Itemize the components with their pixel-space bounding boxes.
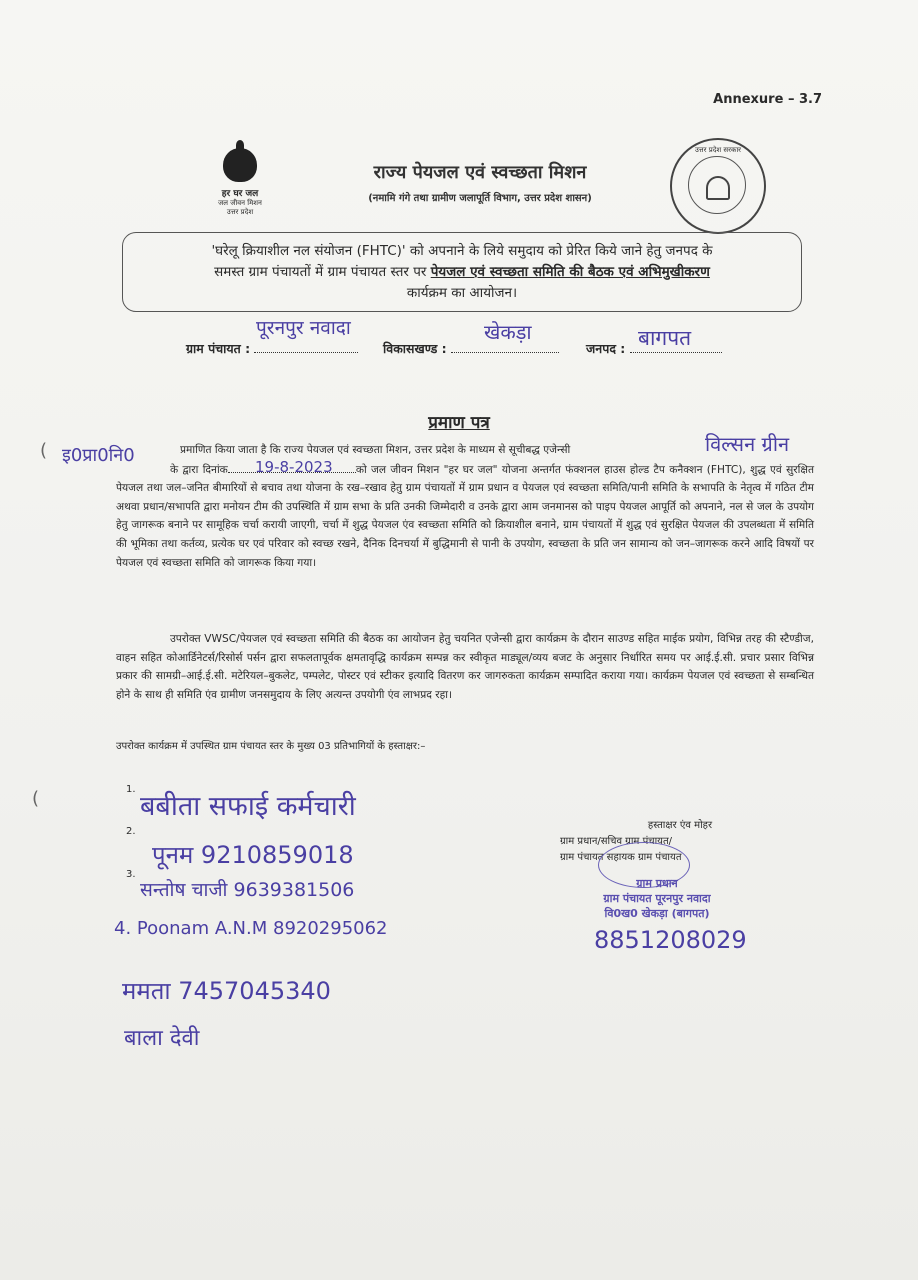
annexure-label: Annexure – 3.7 [713, 92, 822, 107]
seal-emblem-icon [706, 176, 730, 200]
participant-signature-3: सन्तोष चाजी 9639381506 [140, 879, 355, 901]
stamp-line-1: ग्राम प्रधान [636, 877, 678, 890]
certificate-paragraph-2 [116, 630, 814, 704]
participant-signature-4: 4. Poonam A.N.M 8920295062 [114, 918, 388, 939]
stamp-line-3: वि0ख0 खेकड़ा (बागपत) [604, 907, 710, 920]
logo-line-1: हर घर जल [221, 189, 259, 199]
district-value-handwritten: बागपत [638, 326, 692, 350]
gp-label: ग्राम पंचायत : [186, 341, 251, 356]
signatory-line-3: ग्राम पंचायत सहायक ग्राम पंचायत [560, 852, 682, 863]
box-line-2 [137, 262, 787, 283]
signatory-heading: हस्ताक्षर एंव मोहर [647, 820, 713, 831]
stamp-line-2: ग्राम पंचायत पूरनपुर नवादा [603, 892, 711, 905]
block-field [383, 340, 559, 357]
p1-part-b: के द्वारा दिनांक [170, 463, 228, 476]
date-dots [228, 460, 356, 473]
punch-hole-mark: ( [40, 440, 48, 461]
pradhan-stamp [572, 876, 742, 921]
date-handwritten: 19-8-2023 [255, 458, 333, 476]
up-government-seal [670, 138, 766, 234]
p1-part-a: प्रमाणित किया जाता है कि राज्य पेयजल एवं स्वच्छता मिशन, उत्तर प्रदेश के माध्यम से सूचीबद्ध एजेन्सी [180, 444, 571, 456]
p1-part-c: को जल जीवन मिशन "हर घर जल" योजना अन्तर्गत फंक्शनल हाउस होल्ड टैप कनैक्शन (FHTC), शुद्ध एवं सुरक्षित पेयजल तथा जल–जनित बीमारियों से बचाव तथा योजना के रख–रखाव हेतु ग्राम पंचायतों में ग्राम प्रधान व पेयजल एवं स्वच्छता समिति/पानी समिति के सभापति के नेतृत्व में गठित टीम अथवा प्रधान/सभापति द्वारा मनोयन टीम की उपस्थिति में ग्राम सभा के प्रति उनकी जिम्मेदारी व उनके द्वारा आम जनमानस को पाइप पेयजल आपूर्ति को अपनाने, नल से जल के उपयोग हेतु जागरूक बनाने पर सामूहिक चर्चा करायी जाएगी, चर्चा में शुद्ध पेयजल एंव स्वच्छता समिति को क्रियाशील बनाने, ग्राम पंचायतों में शुद्ध एवं सुरक्षित पेयजल की उपलब्धता में समिति की भूमिका तथा कर्तव्य, प्रत्येक घर एवं परिवार को स्वच्छ रखने, दैनिक दिनचर्या में बुद्धिमानी से पानी के उपयोग, स्वच्छता के प्रति जन सामान्य को जन–जागरूक करने आदि विषयों पर पेयजल एवं स्वच्छता समिति को जागरूक किया गया। [116, 463, 814, 569]
seal-text: उत्तर प्रदेश सरकार [694, 146, 742, 154]
har-ghar-jal-logo [200, 148, 280, 217]
gp-dots [254, 340, 358, 353]
participant-signature-6: बाला देवी [124, 1026, 200, 1051]
agency-name-handwritten: विल्सन ग्रीन [705, 432, 790, 456]
block-value-handwritten: खेकड़ा [484, 320, 532, 344]
box-line-3: कार्यक्रम का आयोजन। [406, 285, 518, 301]
punch-hole-mark-2: ( [32, 788, 40, 809]
mission-subtitle: (नमामि गंगे तथा ग्रामीण जलापूर्ति विभाग, उत्तर प्रदेश शासन) [368, 193, 592, 204]
certificate-title: प्रमाण पत्र [428, 413, 490, 433]
box-line-2-plain: समस्त ग्राम पंचायतों में ग्राम पंचायत स्तर पर [214, 264, 431, 280]
mission-title: राज्य पेयजल एवं स्वच्छता मिशन [373, 162, 587, 183]
participant-signature-2: पूनम 9210859018 [152, 841, 354, 869]
participant-number-2: 2. [126, 826, 136, 837]
water-tap-icon [223, 148, 257, 182]
signatory-phone-handwritten: 8851208029 [594, 926, 747, 954]
p2-text: उपरोक्त VWSC/पेयजल एवं स्वच्छता समिति की बैठक का आयोजन हेतु चयनित एजेन्सी द्वारा कार्यक्रम के दौरान साउण्ड सहित माईक प्रयोग, विभिन्न तरह की स्टैण्डीज, वाहन सहित कोआर्डिनेटर्स/रिसोर्स पर्सन द्वारा सफलतापूर्वक क्षमतावृद्धि कार्यक्रम सम्पन्न कर स्वीकृत माड्यूल/व्यय बजट के अनुसार निर्धारित समय पर आई.ई.सी. प्रचार प्रसार विभिन्न प्रकार की सामग्री–आई.ई.सी. मटेरियल–बुकलेट, पम्पलेट, पोस्टर एवं स्टीकर इत्यादि वितरण कर जागरुकता कार्यक्रम सम्पादित कराया गया। कार्यक्रम पेयजल एवं स्वच्छता से सम्बन्धित होने के साथ ही समिति एंव ग्रामीण जनसमुदाय के लिए अत्यन्त उपयोगी एंव लाभप्रद रहा। [116, 633, 814, 701]
logo-line-3: उत्तर प्रदेश [226, 208, 254, 216]
participant-signature-1: बबीता सफाई कर्मचारी [140, 791, 356, 822]
participant-signature-5: ममता 7457045340 [122, 977, 331, 1005]
program-title-box [122, 232, 802, 312]
box-line-2-bold: पेयजल एवं स्वच्छता समिति की बैठक एवं अभिमुखीकरण [430, 264, 710, 280]
gp-value-handwritten: पूरनपुर नवादा [256, 317, 351, 339]
participants-heading: उपरोक्त कार्यक्रम में उपस्थित ग्राम पंचायत स्तर के मुख्य 03 प्रतिभागियों के हस्ताक्षर:– [116, 741, 426, 752]
gram-panchayat-field [186, 340, 358, 357]
participant-number-1: 1. [126, 784, 136, 795]
box-line-1: 'घरेलू क्रियाशील नल संयोजन (FHTC)' को अपनाने के लिये समुदाय को प्रेरित किये जाने हेतु जनपद के [211, 243, 713, 259]
logo-line-2: जल जीवन मिशन [218, 199, 262, 207]
margin-note-handwritten: इ0प्रा0नि0 [62, 445, 135, 466]
signatory-line-2: ग्राम प्रधान/सचिव ग्राम पंचायत/ [560, 836, 673, 847]
participant-number-3: 3. [126, 869, 136, 880]
block-label: विकासखण्ड : [383, 341, 447, 356]
certificate-paragraph-1 [116, 441, 814, 572]
district-label: जनपद : [586, 341, 626, 356]
